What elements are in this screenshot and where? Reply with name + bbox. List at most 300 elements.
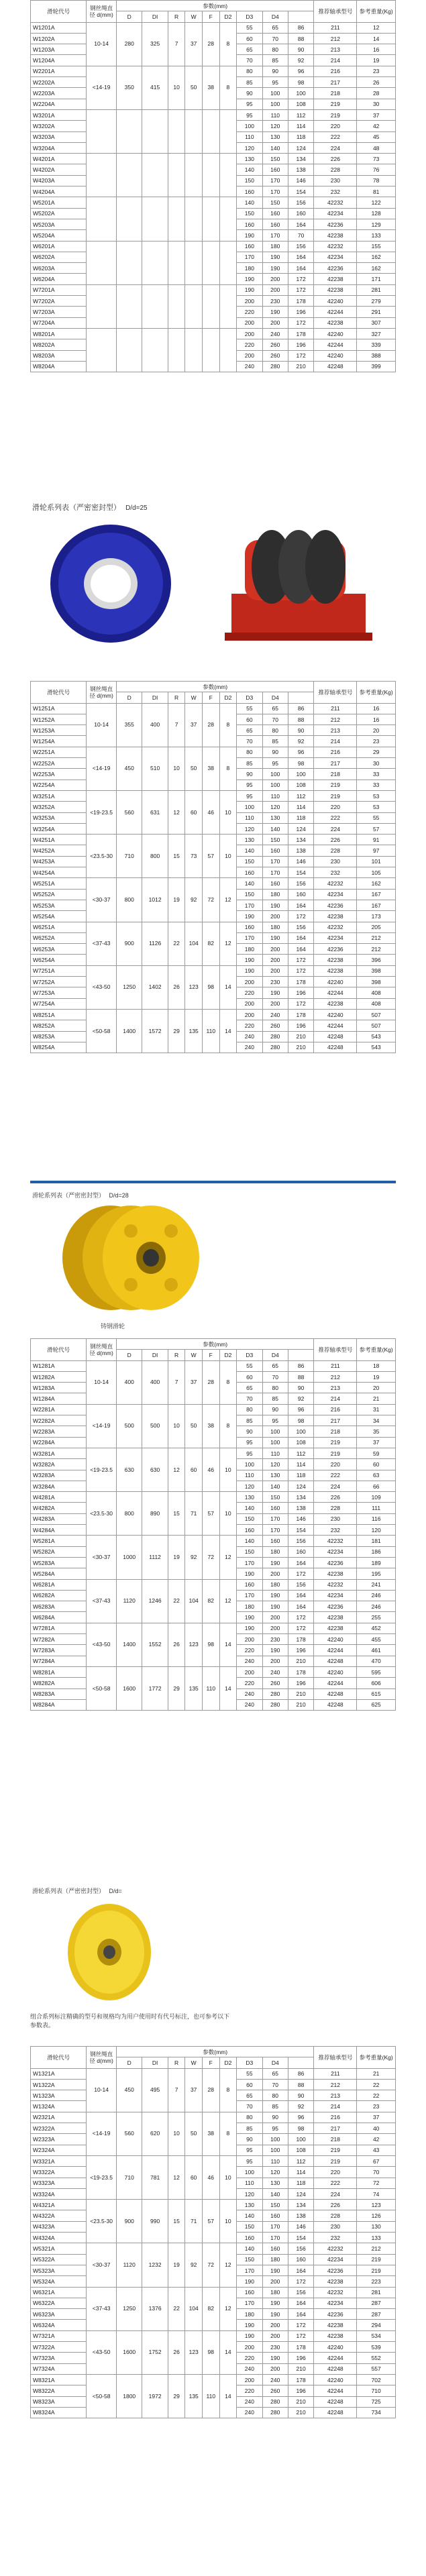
table-cell: 154 (288, 2233, 313, 2243)
table-cell: 104 (185, 2287, 203, 2330)
table-cell: 100 (262, 2134, 288, 2145)
header-r: R (168, 2057, 185, 2068)
table-cell: 210 (288, 2407, 313, 2418)
header-d3: D3 (237, 692, 262, 703)
cell-model: W2323A (31, 2134, 87, 2145)
table-cell: 60 (357, 1459, 396, 1470)
table-cell: 23 (357, 2101, 396, 2112)
cell-model: W2204A (31, 99, 87, 109)
cell-model: W4252A (31, 845, 87, 856)
header-bearing: 推荐轴承型号 (314, 1, 357, 23)
table-cell: 350 (117, 66, 142, 109)
table-cell: 42238 (314, 284, 357, 295)
table-cell: 164 (288, 944, 313, 955)
table-row (31, 284, 396, 295)
table-cell: 120 (262, 121, 288, 131)
table-cell: 42234 (314, 252, 357, 262)
table-cell: 180 (237, 1601, 262, 1612)
table-cell: 60 (185, 790, 203, 834)
header-d2: D2 (219, 2057, 237, 2068)
table-cell: 42240 (314, 2342, 357, 2353)
cell-model: W5204A (31, 230, 87, 241)
table-cell: 450 (117, 747, 142, 790)
table-cell: 196 (288, 987, 313, 998)
table-cell: 800 (142, 835, 168, 878)
table-cell: 210 (288, 1031, 313, 1042)
table-cell: 88 (288, 1371, 313, 1382)
table-cell: 73 (357, 154, 396, 164)
table-cell: 98 (288, 758, 313, 769)
table-cell: 219 (357, 2254, 396, 2265)
table-cell: 92 (185, 878, 203, 922)
table-cell: 170 (262, 1513, 288, 1524)
table-cell: 150 (262, 835, 288, 845)
table-cell: 450 (117, 2068, 142, 2112)
table-cell: 260 (262, 1678, 288, 1688)
table-cell: 240 (262, 1009, 288, 1020)
table-cell: 154 (288, 186, 313, 197)
table-cell: 16 (357, 714, 396, 724)
table-cell: 190 (262, 1557, 288, 1568)
table-cell: 220 (314, 121, 357, 131)
table-cell: 200 (237, 296, 262, 307)
table-cell: 1246 (142, 1579, 168, 1623)
table-cell: 222 (314, 2178, 357, 2188)
pulley-table-3 (30, 1338, 396, 1711)
cell-model: W8323A (31, 2396, 87, 2407)
table-cell: 164 (288, 1590, 313, 1601)
table-cell: 86 (288, 1360, 313, 1371)
cell-model: W6283A (31, 1601, 87, 1612)
table-cell: 122 (357, 197, 396, 208)
table-cell: 146 (288, 856, 313, 867)
pulley-photo-blue-red (30, 513, 396, 647)
cell-model: W8324A (31, 2407, 87, 2418)
table-cell: 190 (237, 2276, 262, 2287)
table-cell: 178 (288, 2342, 313, 2353)
table-cell: 160 (262, 208, 288, 219)
cell-model: W2284A (31, 1437, 87, 1448)
table-cell: 65 (237, 2090, 262, 2101)
header-d4: D4 (262, 692, 288, 703)
cell-model: W4254A (31, 867, 87, 878)
table-cell: 190 (262, 900, 288, 910)
cell-model: W6201A (31, 241, 87, 252)
table-cell: 111 (357, 1503, 396, 1513)
table-cell: 170 (262, 2233, 288, 2243)
table-cell: 190 (237, 911, 262, 922)
table-cell: 150 (237, 2254, 262, 2265)
table-cell: 130 (357, 2221, 396, 2232)
table-cell: 42248 (314, 2363, 357, 2374)
table-cell: 219 (357, 2265, 396, 2275)
table-cell: 150 (237, 856, 262, 867)
cell-model: W5324A (31, 2276, 87, 2287)
table-cell: 211 (314, 1360, 357, 1371)
cell-model: W6202A (31, 252, 87, 262)
table-cell: 80 (262, 44, 288, 55)
table-cell: 42238 (314, 911, 357, 922)
table-cell: 80 (237, 66, 262, 76)
table-cell: 70 (262, 33, 288, 44)
table-cell: 172 (288, 2330, 313, 2341)
table-cell: 1376 (142, 2287, 168, 2330)
table-cell: 140 (237, 1503, 262, 1513)
table-cell: 219 (314, 1448, 357, 1458)
table-cell: 230 (262, 2342, 288, 2353)
table-cell: 890 (142, 1492, 168, 1536)
table-cell: 42238 (314, 274, 357, 284)
table-cell: 108 (288, 99, 313, 109)
table-cell: 33 (357, 769, 396, 780)
table-cell: 42238 (314, 1568, 357, 1579)
table-cell: 173 (357, 911, 396, 922)
table-cell: 180 (262, 889, 288, 900)
table-cell: 95 (237, 1437, 262, 1448)
table-cell: 42234 (314, 932, 357, 943)
table-cell: 90 (288, 725, 313, 736)
table-cell: 108 (288, 1437, 313, 1448)
table-cell: 138 (288, 164, 313, 175)
table-cell: 53 (357, 790, 396, 801)
table-cell: 74 (357, 2188, 396, 2199)
cell-model: W7324A (31, 2363, 87, 2374)
table-cell: 10-14 (87, 1360, 117, 1404)
table-cell: 156 (288, 1579, 313, 1590)
table-cell: 180 (262, 1579, 288, 1590)
cell-model: W3252A (31, 802, 87, 812)
table-cell: 120 (357, 1525, 396, 1536)
header-params: 参数(mm) (117, 1339, 314, 1350)
cell-model: W4253A (31, 856, 87, 867)
table-cell: 1552 (142, 1623, 168, 1666)
table-cell: 280 (262, 2407, 288, 2418)
table-cell: 15 (168, 1492, 185, 1536)
table-cell: 212 (357, 944, 396, 955)
header-d3: D3 (237, 1350, 262, 1360)
table-cell: 240 (237, 1699, 262, 1710)
pulley-table-4 (30, 2046, 396, 2418)
table-cell: 55 (237, 2068, 262, 2079)
table-cell: 140 (237, 1536, 262, 1546)
header-d: D (117, 2057, 142, 2068)
table-cell: 133 (357, 2233, 396, 2243)
table-cell: 164 (288, 2309, 313, 2320)
table-row (31, 2200, 396, 2210)
table-cell: 100 (237, 802, 262, 812)
cell-model: W2281A (31, 1404, 87, 1415)
table-cell: 72 (202, 1536, 219, 1579)
spec-table (30, 1338, 396, 1711)
table-cell: 212 (357, 932, 396, 943)
table-cell: 1600 (117, 2330, 142, 2374)
table-cell: 112 (288, 109, 313, 120)
table-cell: 200 (237, 317, 262, 328)
table-cell: 164 (288, 219, 313, 229)
table-cell: 702 (357, 2374, 396, 2385)
table-cell: 118 (288, 2178, 313, 2188)
table-cell: 200 (262, 1568, 288, 1579)
cell-model: W1202A (31, 33, 87, 44)
table-row (31, 328, 396, 339)
table-cell (142, 241, 168, 284)
table-cell: 178 (288, 2374, 313, 2385)
table-cell: 180 (237, 2309, 262, 2320)
table-cell: 1120 (117, 2243, 142, 2287)
table-cell: 1572 (142, 1009, 168, 1053)
table-cell: 189 (357, 1557, 396, 1568)
cell-model: W3281A (31, 1448, 87, 1458)
table-cell: 92 (185, 1536, 203, 1579)
table-cell: 240 (237, 2407, 262, 2418)
table-cell: 232 (314, 867, 357, 878)
table-cell: 90 (262, 747, 288, 757)
table-cell: 135 (185, 2374, 203, 2418)
table-row (31, 1009, 396, 1020)
cell-model: W1321A (31, 2068, 87, 2079)
cell-model: W7321A (31, 2330, 87, 2341)
table-cell: <23.5-30 (87, 835, 117, 878)
table-cell: <19-23.5 (87, 2155, 117, 2199)
table-cell: 70 (357, 2167, 396, 2178)
table-cell: 170 (237, 2265, 262, 2275)
table-cell: 1400 (117, 1009, 142, 1053)
table-cell: 37 (185, 1360, 203, 1404)
table-cell: 53 (357, 802, 396, 812)
table-cell: 12 (219, 922, 237, 965)
header-d: D (117, 692, 142, 703)
header-w: W (185, 692, 203, 703)
table-cell: 160 (262, 845, 288, 856)
table-cell: 222 (314, 1470, 357, 1481)
table-cell: 57 (202, 2200, 219, 2243)
table-cell: 43 (357, 2145, 396, 2155)
table-cell: 42240 (314, 350, 357, 361)
table-cell: 34 (357, 1415, 396, 1426)
table-cell: 110 (237, 1470, 262, 1481)
table-cell: 150 (237, 889, 262, 900)
table-cell: 210 (288, 1688, 313, 1699)
table-cell: 260 (262, 350, 288, 361)
cell-model: W6253A (31, 944, 87, 955)
table-cell: 280 (262, 1688, 288, 1699)
table-cell: 130 (262, 812, 288, 823)
table-cell: 42236 (314, 2309, 357, 2320)
table-cell: 8 (219, 22, 237, 66)
table-cell: <14-19 (87, 66, 117, 109)
table-cell: 70 (262, 2079, 288, 2090)
series-caption (32, 502, 148, 513)
table-cell: 178 (288, 977, 313, 987)
table-cell: 170 (262, 186, 288, 197)
table-cell: 128 (357, 208, 396, 219)
table-cell: 114 (288, 802, 313, 812)
table-cell: 15 (168, 2200, 185, 2243)
cell-model: W5202A (31, 208, 87, 219)
table-cell: 81 (357, 186, 396, 197)
table-row (31, 1448, 396, 1458)
table-cell (185, 241, 203, 284)
table-cell: 23 (357, 66, 396, 76)
table-cell (185, 284, 203, 328)
table-cell: 12 (219, 1536, 237, 1579)
table-cell: 507 (357, 1009, 396, 1020)
table-row (31, 2374, 396, 2385)
table-cell: 12 (168, 2155, 185, 2199)
table-cell: 180 (262, 1546, 288, 1557)
table-cell: 210 (288, 1042, 313, 1053)
table-cell: 100 (288, 769, 313, 780)
table-cell: 226 (314, 835, 357, 845)
table-cell: 190 (262, 307, 288, 317)
table-cell: 160 (288, 208, 313, 219)
table-cell: 140 (237, 164, 262, 175)
table-cell: 96 (288, 747, 313, 757)
header-weight: 参考重量(Kg) (357, 1339, 396, 1361)
table-cell: 110 (237, 2178, 262, 2188)
table-cell: 10 (219, 790, 237, 834)
table-cell: 240 (237, 2363, 262, 2374)
table-row (31, 1666, 396, 1677)
table-cell: 200 (262, 274, 288, 284)
table-cell: 70 (237, 2101, 262, 2112)
table-cell: 200 (262, 2276, 288, 2287)
cell-model: W8251A (31, 1009, 87, 1020)
table-cell: 112 (288, 1448, 313, 1458)
table-cell: 114 (288, 2167, 313, 2178)
cell-model: W4323A (31, 2221, 87, 2232)
cell-model: W8203A (31, 350, 87, 361)
table-cell: 120 (262, 802, 288, 812)
table-cell: 22 (168, 922, 185, 965)
table-cell: 42232 (314, 1536, 357, 1546)
table-cell: 10 (168, 747, 185, 790)
table-cell: 552 (357, 2353, 396, 2363)
header-bearing: 推荐轴承型号 (314, 682, 357, 704)
cell-model: W5251A (31, 878, 87, 889)
table-cell: 200 (262, 317, 288, 328)
table-cell: 240 (237, 1031, 262, 1042)
table-cell: 170 (262, 856, 288, 867)
table-cell: 294 (357, 2320, 396, 2330)
table-cell: 156 (288, 241, 313, 252)
cell-model: W7323A (31, 2353, 87, 2363)
cell-model: W1282A (31, 1371, 87, 1382)
table-cell: 170 (262, 1525, 288, 1536)
table-cell: 230 (262, 296, 288, 307)
header-d4: D4 (262, 2057, 288, 2068)
table-cell: 110 (237, 131, 262, 142)
table-cell: 42248 (314, 1656, 357, 1666)
table-cell: 37 (357, 2112, 396, 2123)
table-cell (219, 284, 237, 328)
table-row (31, 1360, 396, 1371)
table-cell: 196 (288, 2353, 313, 2363)
spec-table (30, 681, 396, 1053)
table-cell: 212 (314, 33, 357, 44)
table-cell: 65 (262, 703, 288, 714)
table-cell: 118 (288, 812, 313, 823)
table-cell: <50-58 (87, 2374, 117, 2418)
table-cell: 160 (237, 2287, 262, 2298)
cell-model: W6323A (31, 2309, 87, 2320)
table-cell: 42240 (314, 328, 357, 339)
table-cell (117, 328, 142, 372)
table-cell: 339 (357, 339, 396, 350)
spec-table (30, 2046, 396, 2418)
table-cell: 220 (314, 802, 357, 812)
table-cell: 110 (262, 790, 288, 801)
table-cell: 78 (357, 175, 396, 186)
table-cell: 90 (288, 1383, 313, 1393)
table-cell: 140 (237, 197, 262, 208)
table-cell: 8 (219, 66, 237, 109)
table-cell: 42240 (314, 296, 357, 307)
table-cell: 14 (219, 2330, 237, 2374)
table-cell: <37-43 (87, 2287, 117, 2330)
table-cell: 190 (237, 1612, 262, 1623)
table-cell: 160 (237, 1525, 262, 1536)
table-cell: 280 (117, 22, 142, 66)
table-cell: 42236 (314, 1601, 357, 1612)
table-cell: 88 (288, 33, 313, 44)
table-cell: 200 (262, 1623, 288, 1633)
table-cell: 100 (262, 780, 288, 790)
table-cell: 186 (357, 1546, 396, 1557)
table-cell: 725 (357, 2396, 396, 2407)
table-cell (185, 109, 203, 153)
table-cell: 12 (219, 1579, 237, 1623)
table-cell: 172 (288, 350, 313, 361)
table-cell: 150 (237, 175, 262, 186)
table-cell: 307 (357, 317, 396, 328)
table-cell: 190 (237, 2320, 262, 2330)
table-cell: 200 (262, 944, 288, 955)
table-cell: 146 (288, 175, 313, 186)
table-cell: 96 (288, 66, 313, 76)
table-cell: 190 (237, 284, 262, 295)
table-cell (219, 328, 237, 372)
header-params: 参数(mm) (117, 682, 314, 692)
table-cell: 65 (262, 2068, 288, 2079)
table-cell: 200 (262, 965, 288, 976)
cell-model: W1253A (31, 725, 87, 736)
table-cell: 130 (237, 154, 262, 164)
table-cell: 37 (357, 109, 396, 120)
table-cell (87, 154, 117, 197)
table-cell: 123 (185, 2330, 203, 2374)
table-cell: 140 (262, 823, 288, 834)
table-cell: 156 (288, 878, 313, 889)
cell-model: W3284A (31, 1481, 87, 1491)
table-cell: 14 (219, 1623, 237, 1666)
table-cell: 85 (237, 2123, 262, 2134)
table-cell: 12 (219, 878, 237, 922)
table-cell: 196 (288, 339, 313, 350)
cell-model: W7251A (31, 965, 87, 976)
cell-model: W8202A (31, 339, 87, 350)
table-cell: 130 (262, 2178, 288, 2188)
table-cell (168, 241, 185, 284)
table-cell: 120 (237, 142, 262, 153)
table-cell: 160 (288, 889, 313, 900)
table-cell: <14-19 (87, 2112, 117, 2155)
table-cell: 398 (357, 977, 396, 987)
table-cell: 200 (237, 2374, 262, 2385)
table-cell: 190 (262, 2298, 288, 2308)
table-cell: 160 (237, 186, 262, 197)
table-cell: 212 (314, 1371, 357, 1382)
